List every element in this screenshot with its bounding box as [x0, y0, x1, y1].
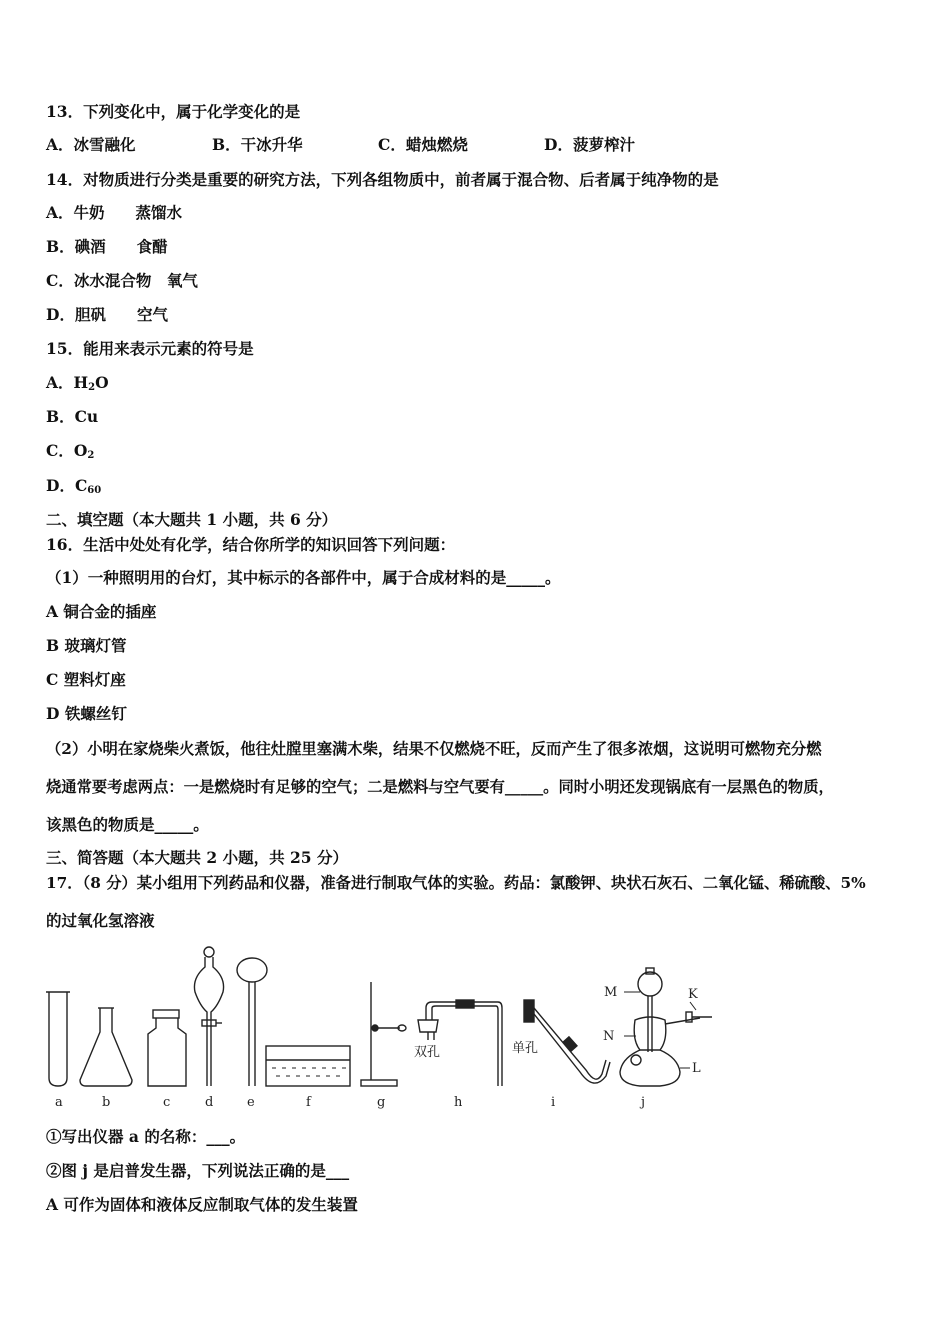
q16-part2-line1: （2）小明在家烧柴火煮饭，他往灶膛里塞满木柴，结果不仅燃烧不旺，反而产生了很多浓烟，这说明可燃物充分燃 — [46, 740, 822, 758]
q13-option-c: C．蜡烛燃烧 — [378, 135, 468, 154]
apparatus-label-b: b — [102, 1095, 111, 1110]
q16-option-c: C 塑料灯座 — [46, 670, 126, 689]
apparatus-label-d: d — [205, 1095, 214, 1110]
section-2-heading: 二、填空题（本大题共 1 小题，共 6 分） — [46, 510, 338, 529]
q16-option-a: A 铜合金的插座 — [46, 602, 157, 621]
q15-option-d-pre: D．C — [46, 476, 88, 495]
q13-option-a: A．冰雪融化 — [46, 135, 136, 154]
apparatus-label-i: i — [551, 1095, 556, 1110]
apparatus-label-e: e — [247, 1095, 255, 1110]
q17-sub2-option-a: A 可作为固体和液体反应制取气体的发生装置 — [46, 1195, 358, 1214]
bulb-funnel-icon — [237, 958, 267, 1086]
iron-stand-icon — [361, 982, 406, 1086]
q17-stem-line1: 17．（8 分）某小组用下列药品和仪器，准备进行制取气体的实验。药品：氯酸钾、块状石灰石、二氧化锰、稀硫酸、5% — [46, 874, 866, 892]
j-label-L: L — [692, 1061, 701, 1076]
q17-sub2: ②图 j 是启普发生器，下列说法正确的是___ — [46, 1161, 350, 1180]
h-double-hole-text: 双孔 — [414, 1045, 441, 1060]
apparatus-label-f: f — [306, 1095, 311, 1110]
j-label-N: N — [603, 1029, 615, 1044]
q15-option-c-pre: C．O — [46, 441, 88, 460]
apparatus-label-c: c — [163, 1095, 171, 1110]
q14-stem: 14．对物质进行分类是重要的研究方法，下列各组物质中，前者属于混合物、后者属于纯净物的是 — [46, 170, 719, 189]
q13-option-b: B．干冰升华 — [212, 135, 303, 154]
q15-option-c-sub: 2 — [87, 450, 95, 461]
separatory-funnel-icon — [194, 947, 223, 1086]
i-single-hole-text: 单孔 — [512, 1041, 539, 1056]
section-3-heading: 三、简答题（本大题共 2 小题，共 25 分） — [46, 848, 348, 867]
apparatus-label-j: j — [641, 1095, 646, 1110]
q15-option-a-sub: 2 — [88, 382, 96, 393]
double-hole-stopper-icon — [418, 1000, 502, 1086]
q16-part1: （1）一种照明用的台灯，其中标示的各部件中，属于合成材料的是_____。 — [46, 568, 561, 587]
q13-option-d: D．菠萝榨汁 — [544, 135, 635, 154]
apparatus-figure — [40, 940, 730, 1120]
conical-flask-icon — [80, 1008, 132, 1086]
q16-part2-line2: 烧通常要考虑两点：一是燃烧时有足够的空气；二是燃料与空气要有_____。同时小明还发现锅底有一层黑色的物质， — [46, 778, 834, 796]
apparatus-label-a: a — [55, 1095, 63, 1110]
q15-option-c — [46, 441, 94, 466]
q17-sub1: ①写出仪器 a 的名称：___。 — [46, 1127, 246, 1146]
q13-stem: 13．下列变化中，属于化学变化的是 — [46, 102, 301, 121]
wide-mouth-bottle-icon — [148, 1010, 186, 1086]
q13-options — [46, 135, 635, 155]
q14-option-a: A．牛奶 蒸馏水 — [46, 203, 183, 222]
apparatus-label-g: g — [377, 1095, 386, 1110]
test-tube-icon — [46, 992, 70, 1086]
q17-stem-line2: 的过氧化氢溶液 — [46, 911, 155, 930]
q16-stem: 16．生活中处处有化学，结合你所学的知识回答下列问题： — [46, 535, 456, 554]
q16-option-b: B 玻璃灯管 — [46, 636, 127, 655]
j-label-K: K — [688, 987, 698, 1002]
q14-option-b: B．碘酒 食醋 — [46, 237, 168, 256]
q16-part2-line3: 该黑色的物质是_____。 — [46, 815, 209, 834]
q14-option-d: D．胆矾 空气 — [46, 305, 168, 324]
q15-option-d — [46, 476, 101, 501]
q15-option-a-post: O — [95, 373, 109, 392]
q14-option-c: C．冰水混合物 氧气 — [46, 271, 198, 290]
q15-option-a-pre: A．H — [46, 373, 89, 392]
water-trough-icon — [266, 1046, 350, 1086]
q16-option-d: D 铁螺丝钉 — [46, 704, 127, 723]
q15-stem: 15．能用来表示元素的符号是 — [46, 339, 254, 358]
j-label-M: M — [604, 985, 618, 1000]
q15-option-a — [46, 373, 109, 398]
q15-option-d-sub: 60 — [87, 485, 102, 496]
apparatus-label-h: h — [454, 1095, 463, 1110]
q15-option-b: B．Cu — [46, 407, 99, 426]
